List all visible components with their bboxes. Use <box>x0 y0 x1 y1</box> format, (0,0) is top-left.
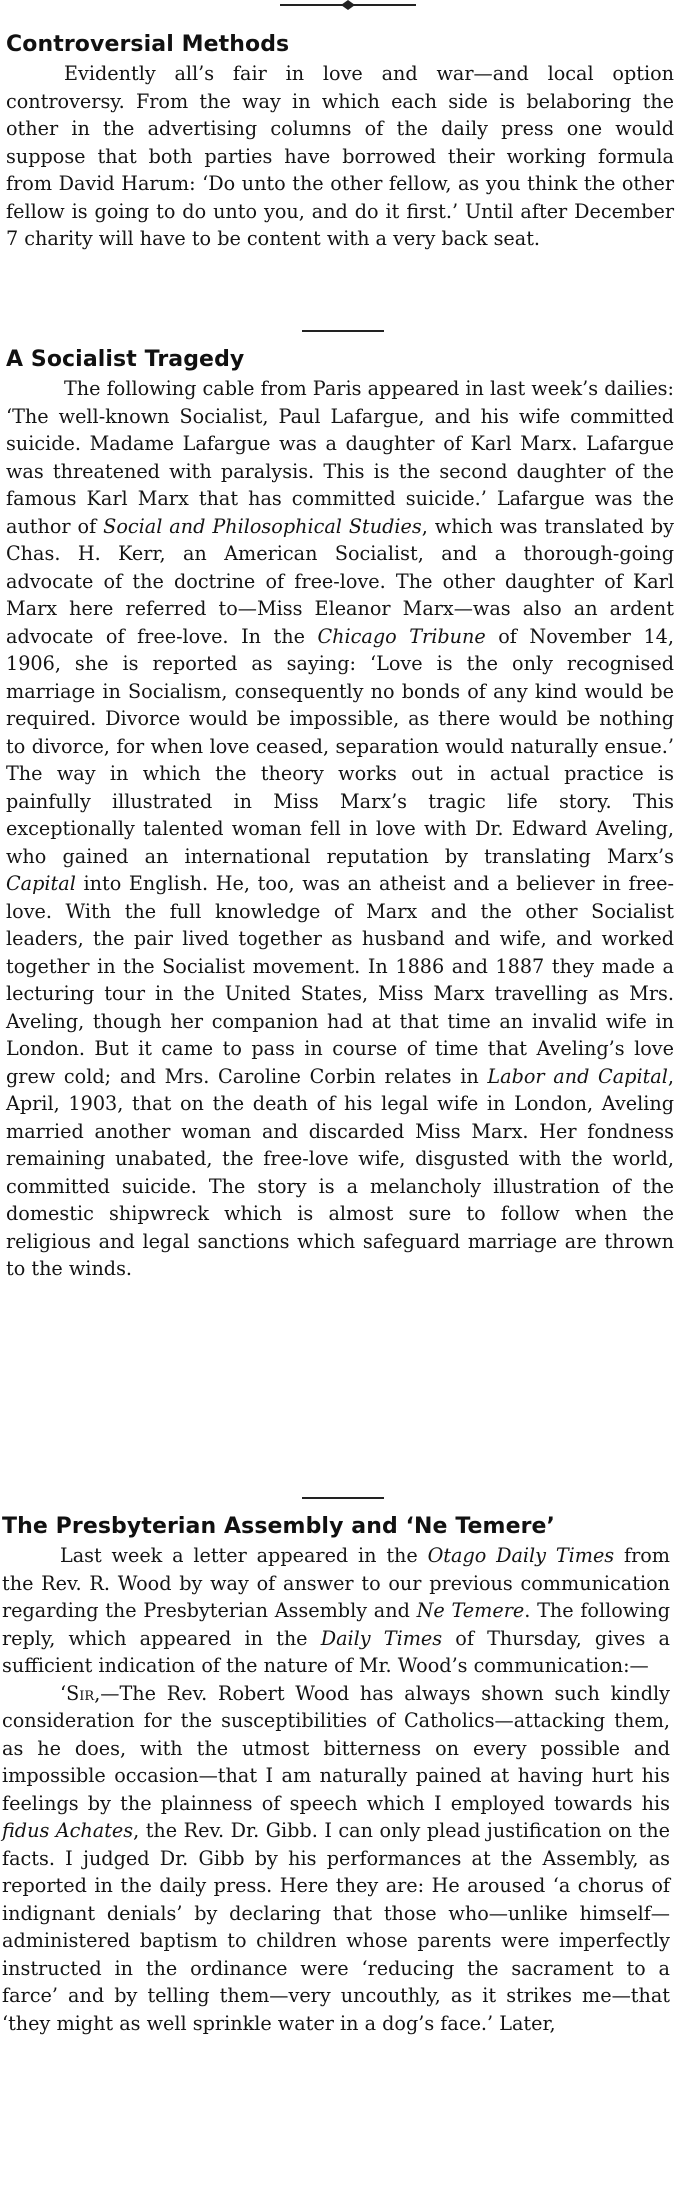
article-paragraph <box>6 60 674 253</box>
paragraph-text: Evidently all’s fair in love and war—and local option controversy. From the way in which each side is belaboring the other in the advertising columns of the daily press one would suppose that both parties have borrowed their working formula from David Harum: ‘Do unto the other fellow, as you think the other fellow is going to do unto you, and do it first.’ Until after December 7 charity will have to be content with a very back seat. <box>6 62 674 250</box>
article-body <box>2 1542 670 2037</box>
paragraph-text: ‘ <box>60 1681 67 1705</box>
article-controversial-methods <box>6 30 674 253</box>
paragraph-text: The following cable from Paris appeared in last week’s dailies: ‘The well-known Socialist, Paul Lafargue, and his wife committed suicide. Madame Lafargue was a daughter of Karl Marx. Lafargue was threatened with paralysis. This is the second daughter of the famous Karl Marx that has committed suicide.’ Lafargue was the author of <box>6 377 674 538</box>
article-body <box>6 375 674 1283</box>
italic-title-text: fidus Achates <box>2 1819 134 1842</box>
italic-title-text: Chicago Tribune <box>317 624 486 648</box>
article-body <box>6 60 674 253</box>
paragraph-text: . The following reply, which appeared in the <box>2 1599 670 1650</box>
top-ornament-rule <box>0 0 688 14</box>
article-title: Controversial Methods <box>6 32 290 57</box>
paragraph-text: , the Rev. Dr. Gibb. I can only plead justification on the facts. I judged Dr. Gibb by his performances at the Assembly, as reported in the daily press. Here they are: He aroused ‘a chorus of indignant denials’ by declaring that those who—unlike himself—administered baptism to children whose parents were imperfectly instructed in the ordinance were ‘reducing the sacrament to a farce’ and by telling them—very uncouthly, as it strikes me—that ‘they might as well sprinkle water in a dog’s face.’ Later, <box>2 1819 670 2035</box>
paragraph-text: , which was translated by Chas. H. Kerr, an American Socialist, and a thorough-going advocate of the doctrine of free-love. The other daughter of Karl Marx here referred to—Miss Eleanor Marx—was also an ardent advocate of free-love. In the <box>6 514 674 648</box>
italic-title-text: Otago Daily Times <box>427 1544 615 1567</box>
article-paragraph <box>2 1542 670 1680</box>
article-paragraph <box>2 1680 670 2038</box>
small-caps-text: Sir <box>66 1681 95 1705</box>
article-presbyterian-assembly <box>2 1512 670 2037</box>
italic-title-text: Labor and Capital <box>487 1064 668 1088</box>
italic-title-text: Capital <box>6 872 76 895</box>
article-paragraph <box>6 375 674 1283</box>
paragraph-text: ,—The Rev. Robert Wood has always shown such kindly consideration for the susceptibilities of Catholics—attacking them, as he does, with the utmost bitterness on every possible and impossible occasion—that I am naturally pained at having hurt his feelings by the plainness of speech which I employed towards his <box>2 1681 670 1815</box>
paragraph-text: of November 14, 1906, she is reported as saying: ‘Love is the only recognised marriage in Socialism, consequently no bonds of any kind would be required. Divorce would be impossible, as there would be nothing to divorce, for when love ceased, separation would naturally ensue.’ The way in which the theory works out in actual practice is painfully illustrated in Miss Marx’s tragic life story. This exceptionally talented woman fell in love with Dr. Edward Aveling, who gained an international reputation by translating Marx’s <box>6 624 674 868</box>
paragraph-text: , April, 1903, that on the death of his legal wife in London, Aveling married another woman and discarded Miss Marx. Her fondness remaining unabated, the free-love wife, disgusted with the world, committed suicide. The story is a melancholy illustration of the domestic shipwreck which is almost sure to follow when the religious and legal sanctions which safeguard marriage are thrown to the winds. <box>6 1064 674 1280</box>
paragraph-text: from the Rev. R. Wood by way of answer to our previous communication regarding the Presbyterian Assembly and <box>2 1544 670 1622</box>
section-divider <box>302 1497 384 1499</box>
section-divider <box>302 330 384 332</box>
article-title: The Presbyterian Assembly and ‘Ne Temere’ <box>2 1514 556 1539</box>
article-socialist-tragedy <box>6 345 674 1283</box>
italic-title-text: Ne Temere <box>416 1599 525 1622</box>
paragraph-text: into English. He, too, was an atheist and a believer in free-love. With the full knowledge of Marx and the other Socialist leaders, the pair lived together as husband and wife, and worked together in the Socialist movement. In 1886 and 1887 they made a lecturing tour in the United States, Miss Marx travelling as Mrs. Aveling, though her companion had at that time an invalid wife in London. But it came to pass in course of time that Aveling’s love grew cold; and Mrs. Caroline Corbin relates in <box>6 872 674 1088</box>
article-title: A Socialist Tragedy <box>6 347 245 372</box>
paragraph-text: Last week a letter appeared in the <box>60 1544 428 1567</box>
italic-title-text: Social and Philosophical Studies <box>103 514 422 538</box>
paragraph-text: of Thursday, gives a sufficient indication of the nature of Mr. Wood’s communication:— <box>2 1626 670 1677</box>
italic-title-text: Daily Times <box>320 1626 443 1650</box>
